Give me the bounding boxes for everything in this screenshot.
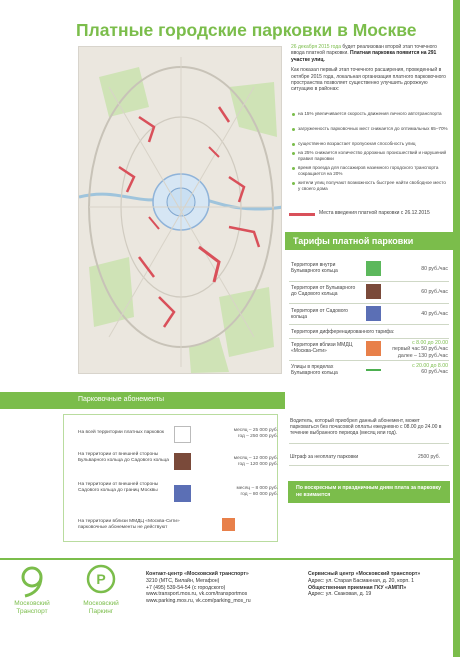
- logo1-text: Московский Транспорт: [14, 600, 50, 615]
- contact-phone-short: 3210 (МТС, Билайн, Мегафон): [146, 577, 220, 584]
- diff-tariff-label: Территория дифференцированного тарифа:: [291, 329, 395, 335]
- sub-month: месяц – 25 000 руб.: [233, 428, 278, 433]
- sub-year: год – 120 000 руб.: [237, 462, 278, 468]
- bullet-item: на 15% увеличивается скорость движения личного автотранспорта: [291, 111, 449, 117]
- tariff-price: 60 руб./час: [421, 289, 448, 295]
- tariff-swatch-orange: [366, 341, 381, 356]
- footer-divider: [0, 558, 460, 560]
- intro-text: [291, 44, 449, 93]
- mmdc-price: [392, 340, 448, 359]
- sub-year: год – 250 000 руб.: [237, 434, 278, 440]
- sub-price: [206, 486, 278, 498]
- moscow-parking-logo-icon: [86, 564, 116, 594]
- sub-label: На территории вблизи ММДЦ «Москва-Сити» парковочные абонементы не действуют: [78, 519, 180, 530]
- sub-swatch-orange: [222, 518, 235, 531]
- intro-bold: Платная парковка появится на 291 участке улиц.: [291, 50, 437, 63]
- boulevard-label: Улицы в пределах Бульварного кольца: [291, 364, 338, 376]
- sub-swatch-blue: [174, 485, 191, 502]
- service-center-title: Сервисный центр «Московский транспорт»: [308, 571, 421, 577]
- intro-date: 26 декабря 2015 года: [291, 44, 342, 50]
- sub-month: месяц – 12 000 руб.: [233, 456, 278, 461]
- sub-label: На территории от внешней стороны Бульварного кольца до Садового кольца: [78, 452, 169, 463]
- divider: [289, 281, 449, 282]
- divider: [289, 465, 449, 466]
- footer-contacts: [146, 571, 296, 605]
- tariff-label: Территория внутри Бульварного кольца: [291, 262, 338, 274]
- sub-swatch-white: [174, 426, 191, 443]
- sub-swatch-brown: [174, 453, 191, 470]
- sub-price: [206, 428, 278, 440]
- intro-line1: будет реализован второй этап точечного ввода платной парковки.: [291, 44, 437, 57]
- sub-label: На территории от внешней стороны Садового кольца до границ Москвы: [78, 482, 159, 493]
- contact-center-title: Контакт-центр «Московский транспорт»: [146, 571, 249, 577]
- legend-label: Места введения платной парковки с 26.12.2015: [319, 210, 430, 216]
- tariff-swatch-blue: [366, 306, 381, 321]
- sub-year: год – 80 000 руб.: [240, 492, 278, 498]
- map-graphic: [79, 47, 282, 374]
- tariff-price: 80 руб./час: [421, 266, 448, 272]
- bullet-item: существенно возрастает пропускная способность улиц: [291, 141, 449, 147]
- divider: [289, 360, 449, 361]
- service-center-address: Адрес: ул. Старая Басманная, д. 20, корп. 1: [308, 577, 414, 584]
- sub-price: [206, 456, 278, 468]
- bullet-item: жители улиц получают возможность быстрее найти свободное место у своего дома: [291, 180, 449, 192]
- mmdc-next: далее – 130 руб./час: [397, 352, 448, 359]
- parking-map: [78, 46, 282, 374]
- fine-label: Штраф за неоплату парковки: [290, 454, 359, 460]
- tariff-label: Территория от Садового кольца: [291, 308, 348, 320]
- sub-label: На всей территории платных парковок: [78, 430, 165, 435]
- page-title: Платные городские парковки в Москве: [76, 20, 417, 40]
- mmdc-time: с 8.00 до 20.00: [412, 340, 448, 346]
- divider: [289, 303, 449, 304]
- legend-swatch: [289, 213, 315, 216]
- tariffs-header: [285, 232, 453, 250]
- sub-month: месяц – 8 000 руб.: [236, 486, 278, 491]
- boulevard-rate: 60 руб./час: [421, 369, 448, 376]
- tariff-swatch-green: [366, 261, 381, 276]
- tariffs-title: Тарифы платной парковки: [293, 236, 414, 246]
- transport-links[interactable]: www.transport.mos.ru, vk.com/transportmos: [146, 591, 248, 598]
- contact-phone: +7 (495) 539-54-54 (с городского): [146, 584, 226, 591]
- free-parking-note: По воскресным и праздничным дням плата за парковку не взимается: [288, 481, 450, 503]
- bullet-item: время проезда для пассажиров наземного городского транспорта сокращается на 20%: [291, 165, 449, 177]
- fine-value: 2500 руб.: [417, 454, 440, 460]
- subscriptions-title: Парковочные абонементы: [78, 396, 164, 403]
- moscow-transport-logo-icon: [19, 566, 45, 598]
- reception-title: Общественная приемная ГКУ «АМПП»: [308, 584, 407, 591]
- subscription-info: Водитель, который приобрел данный абонемент, может парковаться без почасовой оплаты ежедневно с 08.00 до 24.00 в течение выбранного периода (месяц или год).: [290, 418, 442, 437]
- bullet-item: загруженность парковочных мест снижается до оптимальных 65–70%: [291, 126, 449, 132]
- bullet-item: на 25% снижается количество дорожных происшествий и нарушений правил парковки: [291, 150, 449, 162]
- mmdc-first-hour: первый час 50 руб./час: [392, 346, 448, 353]
- intro-para2: Как показал первый этап точечного расширения, проведенный в октябре 2015 года, локальная организация платного парковочного пространства позволяет существенно улучшить дорожную ситуацию в районах:: [291, 67, 446, 93]
- tariff-price: 40 руб./час: [421, 311, 448, 317]
- divider: [289, 324, 449, 325]
- divider: [289, 443, 449, 444]
- tariff-swatch-brown: [366, 284, 381, 299]
- svg-text:P: P: [96, 571, 106, 587]
- tariff-label: Территория от Бульварного до Садового кольца: [291, 285, 356, 297]
- footer-addresses: [308, 571, 453, 598]
- boulevard-time: с 20.00 до 8.00: [412, 363, 448, 369]
- boulevard-price: [412, 363, 448, 376]
- boulevard-swatch: [366, 369, 381, 371]
- mmdc-label: Территория вблизи ММДЦ «Москва-Сити»: [291, 342, 353, 354]
- logo2-text: Московский Паркинг: [83, 600, 119, 615]
- reception-address: Адрес: ул. Скаковая, д. 19: [308, 591, 372, 598]
- divider: [289, 338, 449, 339]
- subscriptions-header: [0, 392, 285, 409]
- parking-links[interactable]: www.parking.mos.ru, vk.com/parking_mos_ru: [146, 598, 251, 605]
